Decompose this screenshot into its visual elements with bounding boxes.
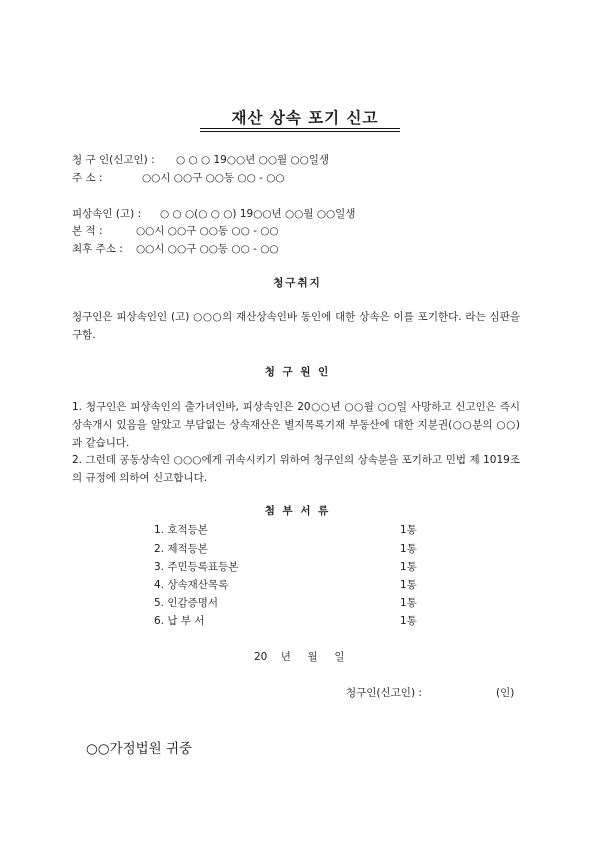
- decedent-registry-label: 본 적 :: [72, 225, 103, 237]
- document-title: 재산 상속 포기 신고: [231, 109, 379, 127]
- attachment-item: [154, 577, 424, 595]
- cause-paragraph-1: 1. 청구인은 피상속인의 출가녀인바, 피상속인은 20○○년 ○○월 ○○일 사망하고 신고인은 즉시 상속개시 있음을 알았고 부담없는 상속재산은 별지목록기재 부동산에 대한 지분권(○○분의 ○○)과 같습니다.: [72, 401, 520, 449]
- attachment-qty: 1통: [400, 579, 417, 591]
- attachment-name: 6. 납 부 서: [154, 615, 205, 627]
- attachment-name: 4. 상속재산목록: [154, 579, 229, 591]
- signature-label: 청구인(신고인) :: [346, 687, 422, 699]
- attachment-item: [154, 559, 424, 577]
- purpose-heading: 청구취지: [273, 277, 322, 289]
- attachment-qty: 1통: [400, 615, 417, 627]
- attachment-item: [154, 541, 424, 559]
- decedent-name-value: ○ ○ ○(○ ○ ○) 19○○년 ○○월 ○○일생: [160, 208, 356, 220]
- claimant-name-value: ○ ○ ○ 19○○년 ○○월 ○○일생: [176, 154, 330, 166]
- court-addressee: ○○가정법원 귀중: [86, 741, 193, 757]
- title-underline-inner: [200, 131, 400, 132]
- date-line: 20 년 월 일: [254, 651, 345, 663]
- cause-paragraph-2: 2. 그런데 공동상속인 ○○○에게 귀속시키기 위하여 청구인의 상속분을 포기하고 민법 제 1019조의 규정에 의하여 신고합니다.: [72, 454, 520, 484]
- attachment-qty: 1통: [400, 597, 417, 609]
- attachment-item: [154, 595, 424, 613]
- decedent-name-label: 피상속인 (고) :: [72, 208, 142, 220]
- attachment-qty: 1통: [400, 543, 417, 555]
- attachment-item: [154, 522, 424, 540]
- attachment-name: 1. 호적등본: [154, 524, 208, 536]
- attachment-name: 5. 인감증명서: [154, 597, 219, 609]
- attachment-name: 2. 제적등본: [154, 543, 208, 555]
- attachment-qty: 1통: [400, 561, 417, 573]
- attachment-name: 3. 주민등록표등본: [154, 561, 239, 573]
- attachments-heading: 첨 부 서 류: [264, 505, 331, 517]
- attachment-item: [154, 613, 424, 631]
- decedent-last-address-value: ○○시 ○○구 ○○동 ○○ - ○○: [136, 243, 279, 255]
- decedent-registry-value: ○○시 ○○구 ○○동 ○○ - ○○: [136, 225, 279, 237]
- seal-mark: (인): [496, 687, 515, 699]
- claimant-address-value: ○○시 ○○구 ○○동 ○○ - ○○: [142, 172, 285, 184]
- cause-heading: 청 구 원 인: [264, 366, 331, 378]
- title-underline: [200, 128, 400, 129]
- purpose-text: 청구인은 피상속인인 (고) ○○○의 재산상속인바 동인에 대한 상속은 이를 포기한다. 라는 심판을 구함.: [72, 311, 520, 341]
- claimant-name-label: 청 구 인(신고인) :: [72, 154, 155, 166]
- attachment-qty: 1통: [400, 524, 417, 536]
- decedent-last-address-label: 최후 주소 :: [72, 243, 123, 255]
- claimant-address-label: 주 소 :: [72, 172, 103, 184]
